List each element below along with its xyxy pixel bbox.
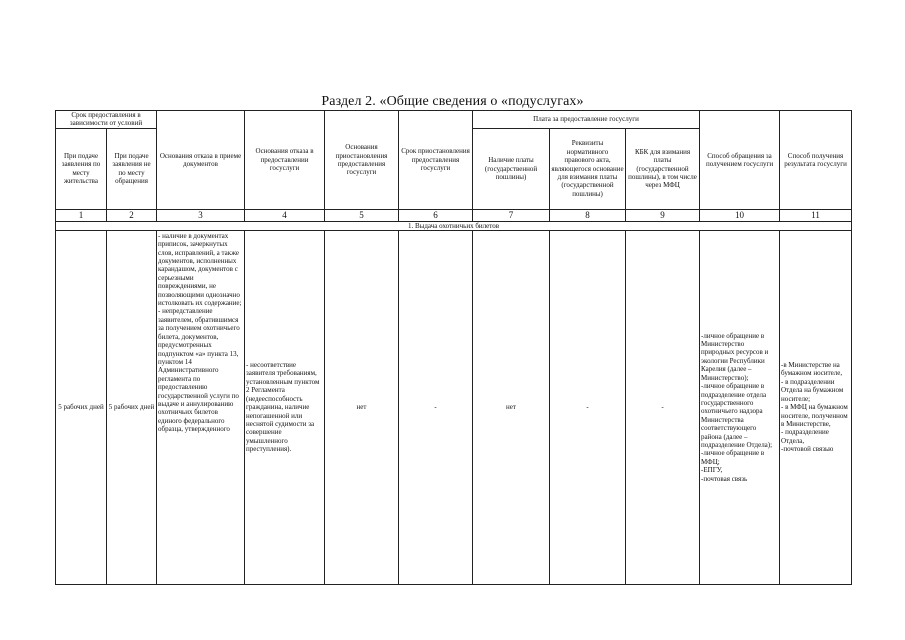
col-number: 5 <box>325 209 399 221</box>
term-nonresidence-cell: 5 рабочих дней <box>107 230 157 584</box>
col-number: 11 <box>780 209 852 221</box>
col9-header: КБК для взимания платы (государственной пошлины), в том числе через МФЦ <box>626 128 700 209</box>
col5-header: Основания приостановления предоставления госуслуги <box>325 111 399 210</box>
services-table <box>55 110 852 585</box>
col-number: 3 <box>157 209 245 221</box>
refusal-service-cell: - несоответствие заявителя требованиям, установленным пунктом 2 Регламента (недееспособность гражданина, наличие непогашенной или неснятой судимости за совершение умышленного преступления). <box>245 230 325 584</box>
section-heading: 1. Выдача охотничьих билетов <box>56 221 852 230</box>
kbk-cell: - <box>626 230 700 584</box>
col11-header: Способ получения результата госуслуги <box>780 111 852 210</box>
fee-presence-cell: нет <box>473 230 550 584</box>
col8-header: Реквизиты нормативного правового акта, являющегося основание для взимания платы (государственной пошлины) <box>550 128 626 209</box>
col6-header: Срок приостановления предоставления госуслуги <box>399 111 473 210</box>
col-number: 7 <box>473 209 550 221</box>
col-number: 6 <box>399 209 473 221</box>
col-number: 1 <box>56 209 107 221</box>
fee-group-header: Плата за предоставление госуслуги <box>473 111 700 129</box>
col3-header: Основания отказа в приеме документов <box>157 111 245 210</box>
col10-header: Способ обращения за получением госуслуги <box>700 111 780 210</box>
fee-act-cell: - <box>550 230 626 584</box>
col4-header: Основания отказа в предоставлении госуслуги <box>245 111 325 210</box>
col7-header: Наличие платы (государственной пошлины) <box>473 128 550 209</box>
col-number: 10 <box>700 209 780 221</box>
term-group-header: Срок предоставления в зависимости от условий <box>56 111 157 129</box>
suspension-term-cell: - <box>399 230 473 584</box>
application-method-cell: -личное обращение в Министерство природных ресурсов и экологии Республики Карелия (далее – Министерство); -личное обращение в подразделение отдела государственного охотничьего надзора Министерства соответствующего района (далее – подразделение Отдела); -личное обращение в МФЦ; -ЕПГУ, -почтовая связь <box>700 230 780 584</box>
term-residence-cell: 5 рабочих дней <box>56 230 107 584</box>
col2-header: При подаче заявления не по месту обращения <box>107 128 157 209</box>
col-number: 2 <box>107 209 157 221</box>
result-method-cell: -в Министерстве на бумажном носителе, - в подразделении Отдела на бумажном носителе; - в МФЦ на бумажном носителе, полученном в Министерстве, - подразделение Отдела, -почтовой связью <box>780 230 852 584</box>
suspension-grounds-cell: нет <box>325 230 399 584</box>
col-number: 9 <box>626 209 700 221</box>
col-number: 8 <box>550 209 626 221</box>
refusal-documents-cell: - наличие в документах приписок, зачеркнутых слов, исправлений, а также документов, исполненных карандашом, документов с серьезными повреждениями, не позволяющими однозначно истолковать их содержание; - непредставление заявителем, обратившимся за получением охотничьего билета, документов, предусмотренных подпунктом «а» пункта 13, пунктом 14 Административного регламента по предоставлению государственной услуги по выдаче и аннулированию охотничьих билетов единого федерального образца, утвержденного <box>157 230 245 584</box>
col1-header: При подаче заявления по месту жительства <box>56 128 107 209</box>
col-number: 4 <box>245 209 325 221</box>
page-title: Раздел 2. «Общие сведения о «подуслугах» <box>321 94 584 109</box>
